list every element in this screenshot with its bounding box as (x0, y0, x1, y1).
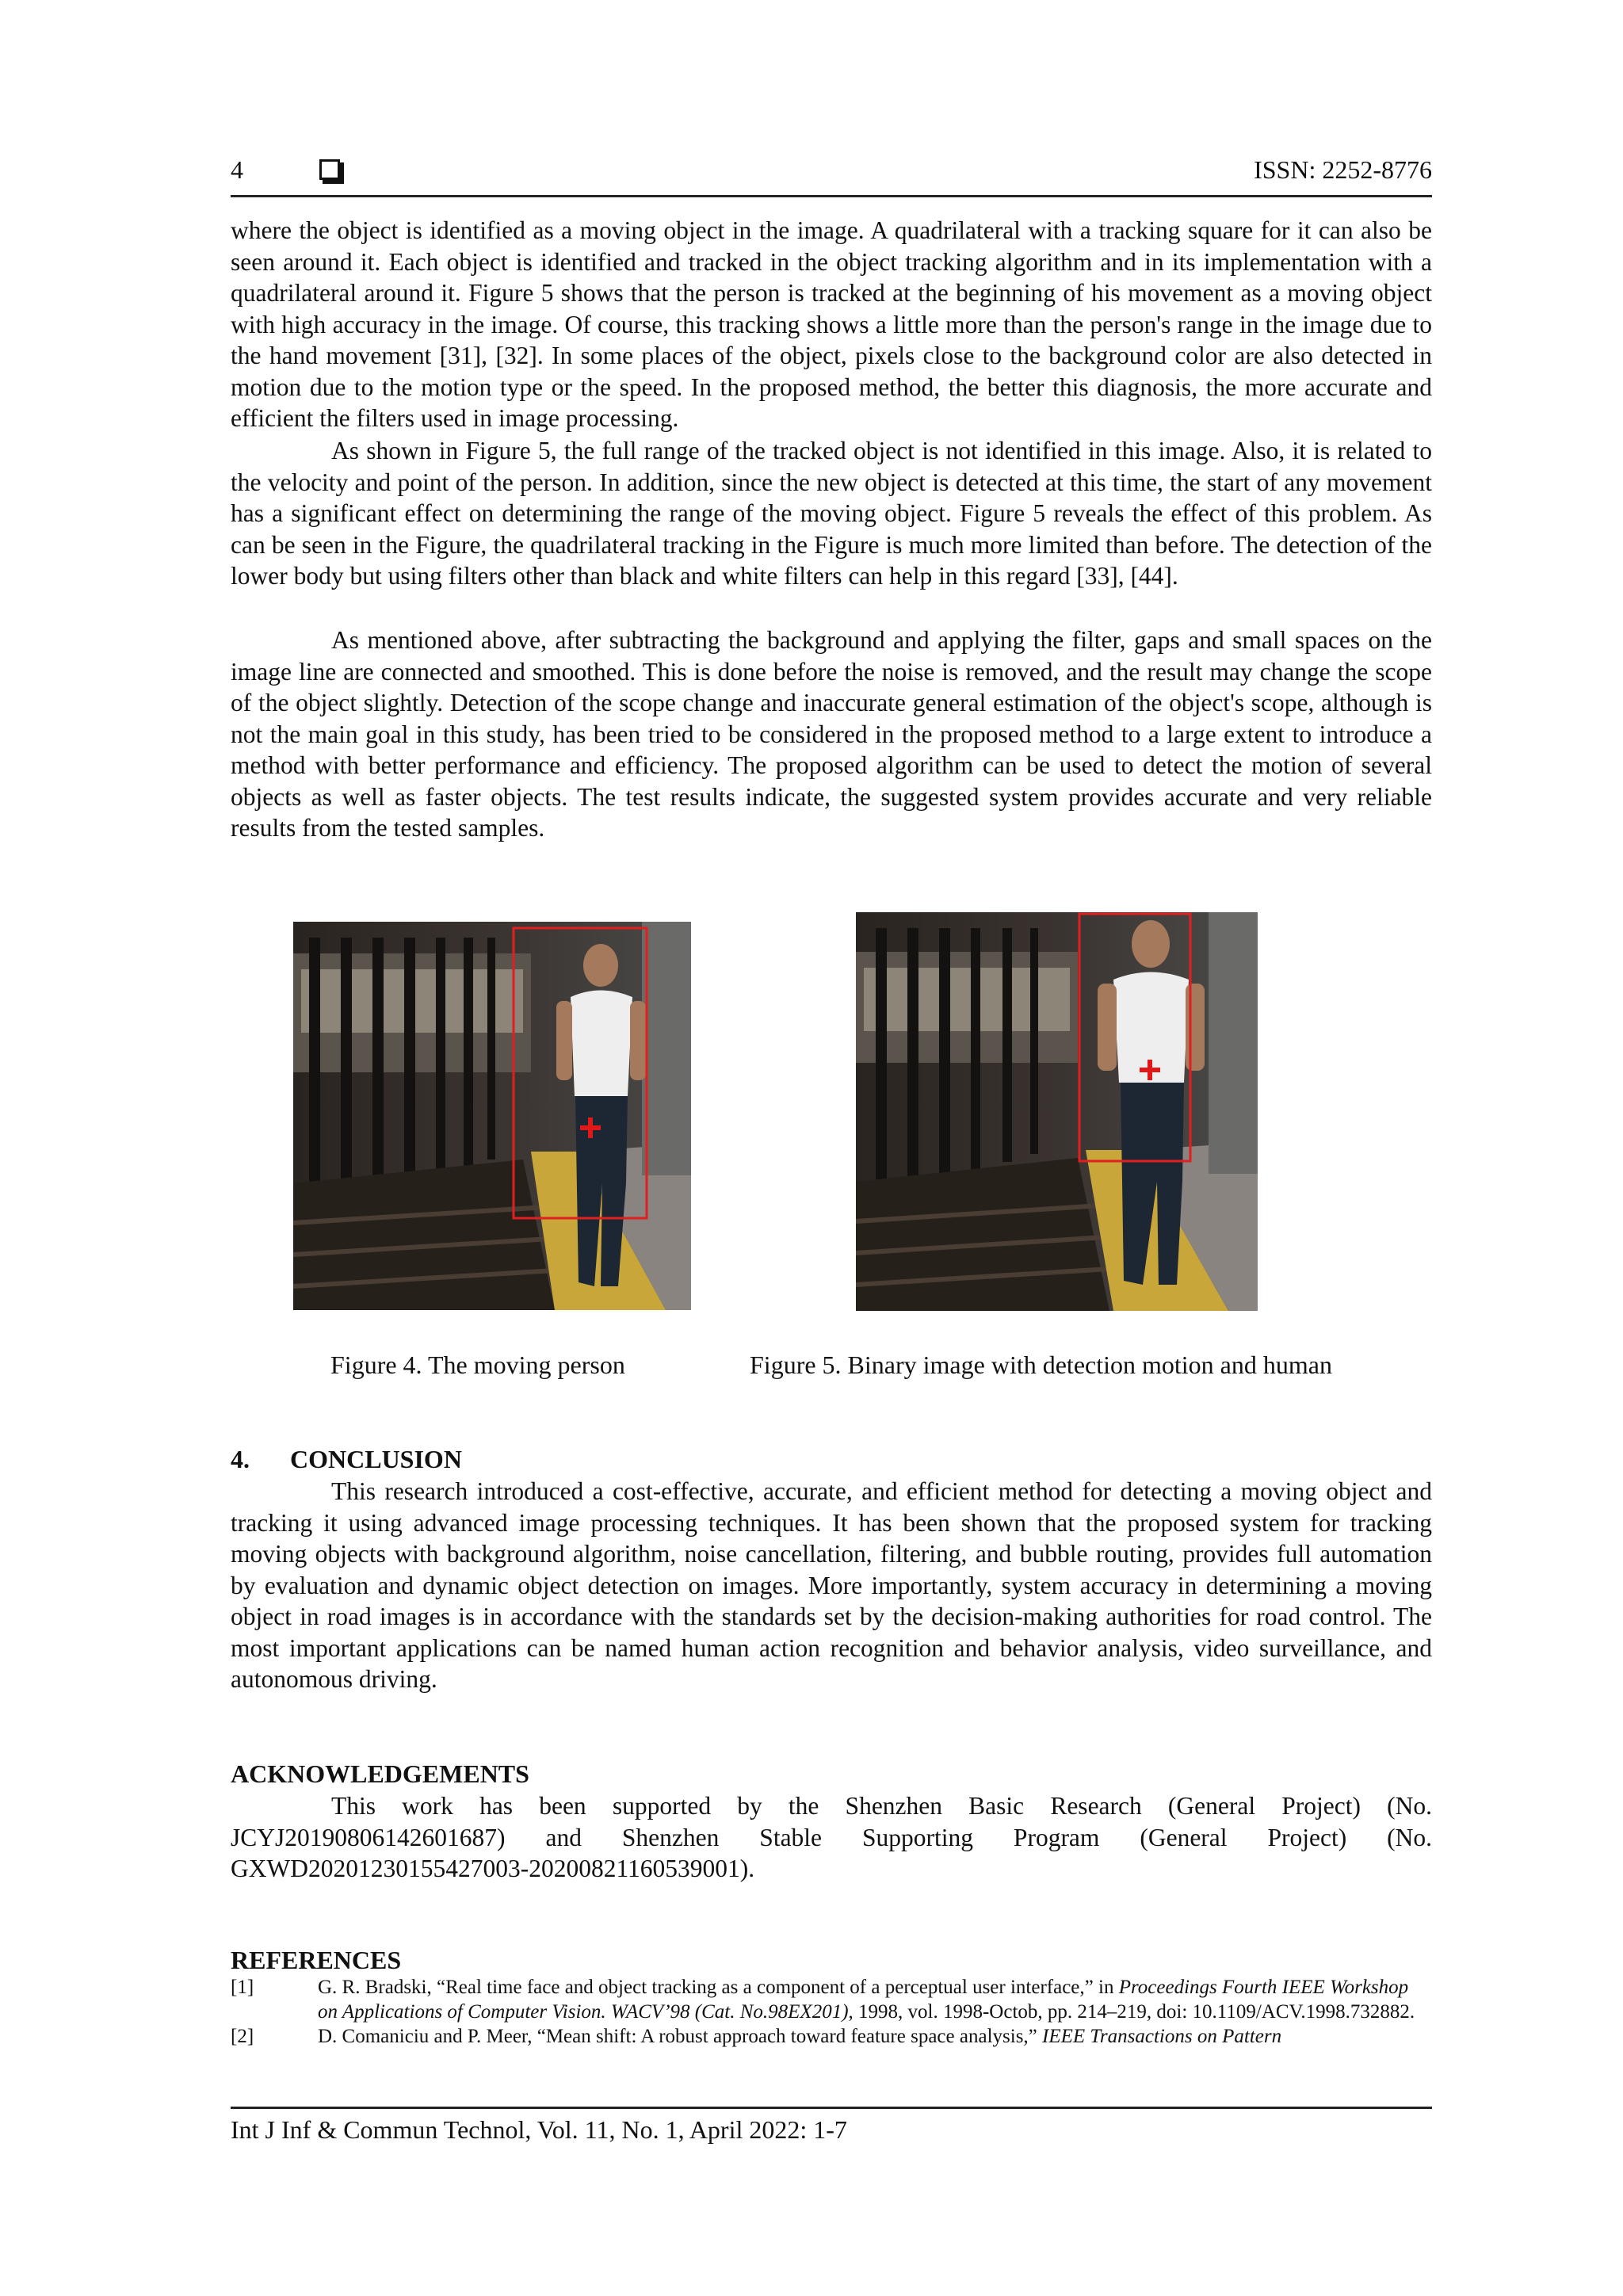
references-list (231, 1975, 1432, 2049)
reference-text-italic: IEEE Transactions on Pattern (1042, 2026, 1282, 2047)
acknowledgements-heading: ACKNOWLEDGEMENTS (231, 1759, 529, 1788)
conclusion-title: CONCLUSION (290, 1445, 462, 1473)
body-paragraph-3: As mentioned above, after subtracting the background and applying the filter, gaps and small spaces on the image line are connected and smoothed. This is done before the noise is removed, and the result may change the scope of the object slightly. Detection of the scope change and inaccurate general estimation of the object's scope, although is not the main goal in this study, has been tried to be considered in the proposed method to a large extent to introduce a method with better performance and efficiency. The proposed algorithm can be used to detect the motion of several objects as well as faster objects. The test results indicate, the suggested system provides accurate and very reliable results from the tested samples. (231, 626, 1432, 842)
reference-text-italic: Proceedings Fourth IEEE Workshop on Applications of Computer Vision. WACV’98 (Cat. No.98EX201) (318, 1977, 1409, 2023)
reference-item (231, 1975, 1432, 2024)
reference-text-pre: D. Comaniciu and P. Meer, “Mean shift: A robust approach toward feature space analysis,” (318, 2026, 1043, 2047)
acknowledgements-paragraph: This work has been supported by the Shenzhen Basic Research (General Project) (No. JCYJ20190806142601687) and Shenzhen Stable Supporting Program (General Project) (No. GXWD20201230155427003-20200821160539001). (231, 1792, 1432, 1882)
reference-item (231, 2024, 1432, 2049)
figure-5-scene (856, 912, 1258, 1311)
reference-number: [1] (231, 1977, 254, 1998)
journal-citation: Int J Inf & Commun Technol, Vol. 11, No. 1, April 2022: 1-7 (231, 2115, 847, 2144)
issn-label: ISSN: 2252-8776 (1254, 155, 1432, 184)
page-number: 4 (231, 155, 243, 184)
body-paragraph-1: where the object is identified as a moving object in the image. A quadrilateral with a tracking square for it can also be seen around it. Each object is identified and tracked in the object tracking algorithm and in its implementation with a quadrilateral around it. Figure 5 shows that the person is tracked at the beginning of his movement as a moving object with high accuracy in the image. Of course, this tracking shows a little more than the person's range in the image due to the hand movement [31], [32]. In some places of the object, pixels close to the background color are also detected in motion due to the motion type or the speed. In the proposed method, the better this diagnosis, the more accurate and efficient the filters used in image processing. (231, 216, 1432, 432)
figure-4-scene (293, 922, 691, 1310)
figure-5-caption: Figure 5. Binary image with detection motion and human (750, 1350, 1332, 1379)
page-header (231, 155, 1432, 197)
figure-5-image (856, 912, 1258, 1311)
reference-text-pre: G. R. Bradski, “Real time face and object tracking as a component of a perceptual user interface,” in (318, 1977, 1119, 1998)
reference-text-post: , 1998, vol. 1998-Octob, pp. 214–219, doi: 10.1109/ACV.1998.732882. (848, 2001, 1415, 2023)
reference-number: [2] (231, 2026, 254, 2047)
checkbox-square-icon (319, 159, 340, 180)
body-paragraph-2: As shown in Figure 5, the full range of the tracked object is not identified in this image. Also, it is related to the velocity and point of the person. In addition, since the new object is detected at this time, the start of any movement has a significant effect on determining the range of the moving object. Figure 5 reveals the effect of this problem. As can be seen in the Figure, the quadrilateral tracking in the Figure is much more limited than before. The detection of the lower body but using filters other than black and white filters can help in this regard [33], [44]. (231, 437, 1432, 590)
page-footer (231, 2107, 1432, 2145)
reference-text (318, 1975, 1432, 2024)
conclusion-number: 4. (231, 1445, 250, 1473)
conclusion-heading (231, 1445, 462, 1474)
reference-text (318, 2024, 1432, 2049)
references-heading: REFERENCES (231, 1946, 402, 1974)
conclusion-paragraph: This research introduced a cost-effective, accurate, and efficient method for detecting a moving object and tracking it using advanced image processing techniques. It has been shown that the proposed system for tracking moving objects with background algorithm, noise cancellation, filtering, and bubble routing, provides full automation by evaluation and dynamic object detection on images. More importantly, system accuracy in determining a moving object in road images is in accordance with the standards set by the decision-making authorities for road control. The most important applications can be named human action recognition and behavior analysis, video surveillance, and autonomous driving. (231, 1477, 1432, 1693)
figure-4-caption: Figure 4. The moving person (330, 1350, 625, 1379)
figure-4-image (293, 922, 691, 1310)
